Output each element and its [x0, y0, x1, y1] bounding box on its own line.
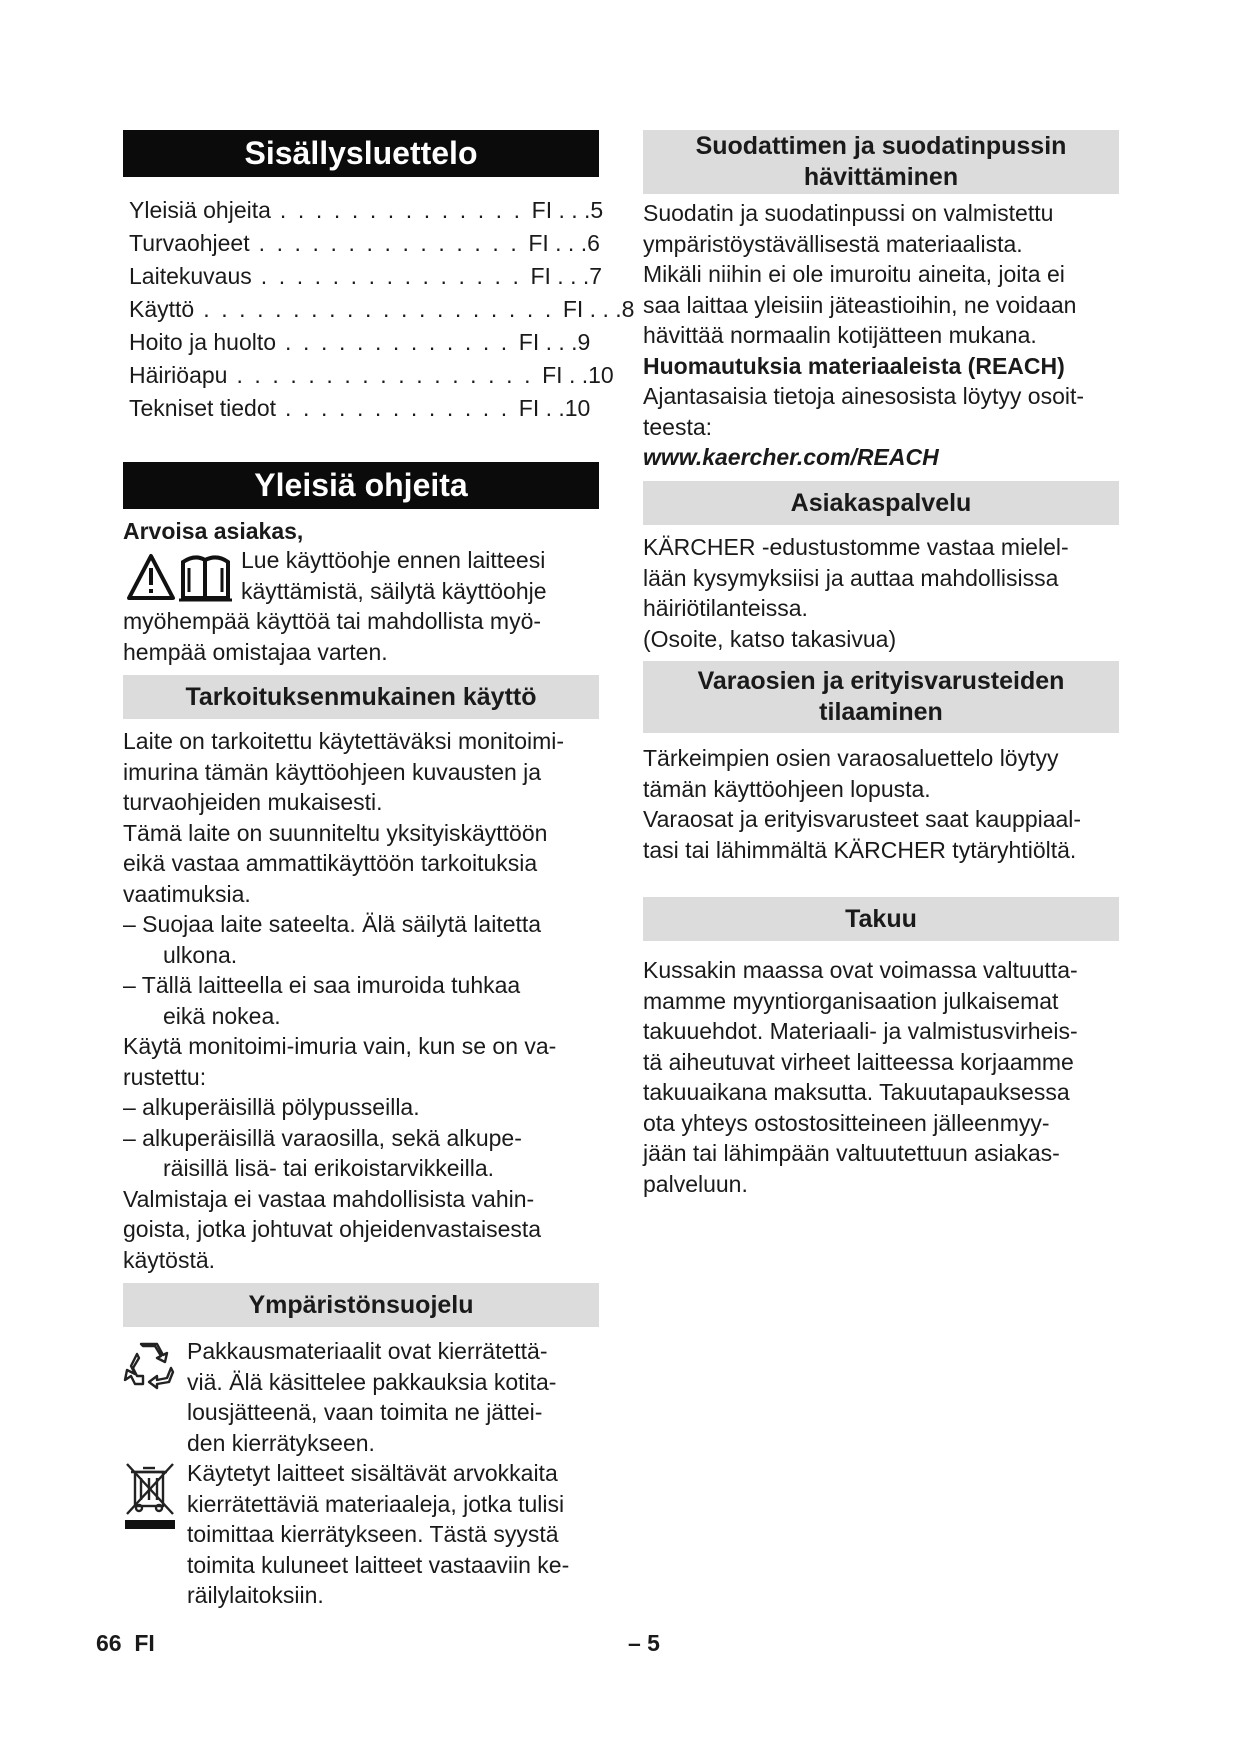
intended-use-line: imurina tämän käyttöohjeen kuvausten ja — [123, 758, 542, 785]
toc-item[interactable] — [129, 326, 599, 359]
text-line: tasi tai lähimmältä KÄRCHER tytäryhtiöltä. — [643, 836, 1077, 863]
intended-use-line: – alkuperäisillä pölypusseilla. — [123, 1094, 420, 1120]
intended-use-line: rustettu: — [123, 1063, 207, 1090]
intended-use-line: goista, jotka johtuvat ohjeidenvastaisesta — [123, 1216, 542, 1242]
weee-line: toimittaa kierrätykseen. Tästä syystä — [187, 1521, 559, 1547]
intended-use-line: käytöstä. — [123, 1246, 216, 1273]
intended-use-line: – alkuperäisillä varaosilla, sekä alkupe- — [123, 1124, 522, 1151]
text-line: KÄRCHER -edustustomme vastaa mielel- — [643, 534, 1069, 560]
toc-item-dots: . . . . . . . . . . . . . . . — [249, 230, 529, 256]
toc-item-page: FI . .10 — [542, 362, 614, 388]
toc-item-label: Tekniset tiedot — [129, 395, 277, 421]
table-of-contents — [129, 194, 635, 425]
intro-line: Lue käyttöohje ennen laitteesi — [241, 547, 546, 573]
text-line: takuuehdot. Materiaali- ja valmistusvirheis- — [643, 1018, 1078, 1044]
filter-disposal-title — [643, 130, 1119, 194]
intended-use-line: vaatimuksia. — [123, 880, 251, 907]
toc-item-label: Häiriöapu — [129, 362, 228, 388]
toc-item-label: Turvaohjeet — [129, 230, 250, 256]
intended-use-line: räisillä lisä- tai erikoistarvikkeilla. — [163, 1155, 495, 1181]
intended-use-line: eikä nokea. — [163, 1002, 281, 1029]
weee-line: toimita kuluneet laitteet vastaaviin ke- — [187, 1551, 570, 1578]
page-center-number: – 5 — [628, 1630, 660, 1656]
toc-item-page: FI . . .5 — [531, 197, 604, 223]
toc-item-page: FI . . .9 — [518, 329, 591, 355]
recycling-line: Pakkausmateriaalit ovat kierrätettä- — [187, 1338, 548, 1364]
text-line: (Osoite, katso takasivua) — [643, 625, 897, 652]
intended-use-line: – Suojaa laite sateelta. Älä säilytä laitetta — [123, 911, 542, 937]
title-line: Varaosien ja erityisvarusteiden — [697, 667, 1065, 695]
toc-item-dots: . . . . . . . . . . . . . . . . . — [227, 362, 543, 388]
toc-item[interactable] — [129, 194, 604, 227]
text-line: hävittää normaalin kotijätteen mukana. — [643, 322, 1037, 348]
reach-heading: Huomautuksia materiaaleista (REACH) — [643, 352, 1065, 379]
toc-item[interactable] — [129, 293, 635, 326]
text-line: ota yhteys ostostositteineen jälleenmyy- — [643, 1109, 1050, 1136]
toc-item-dots: . . . . . . . . . . . . . . — [270, 197, 532, 223]
title-line: tilaaminen — [819, 698, 943, 726]
toc-item[interactable] — [129, 359, 614, 392]
title-line: Suodattimen ja suodatinpussin — [695, 132, 1067, 160]
text-line: saa laittaa yleisiin jäteastioihin, ne voidaan — [643, 291, 1077, 318]
toc-item-page: FI . . .6 — [528, 230, 600, 256]
text-line: palveluun. — [643, 1170, 748, 1197]
intro-line: käyttämistä, säilytä käyttöohje — [241, 577, 547, 604]
text-line: lään kysymyksiisi ja auttaa mahdollisissa — [643, 564, 1059, 591]
recycling-line: den kierrätykseen. — [187, 1429, 375, 1456]
text-line: Mikäli niihin ei ole imuroitu aineita, joita ei — [643, 261, 1065, 287]
weee-text — [123, 1458, 599, 1611]
intro-text — [123, 545, 599, 667]
intended-use-line: – Tällä laitteella ei saa imuroida tuhkaa — [123, 972, 521, 998]
warranty-title: Takuu — [643, 897, 1119, 941]
toc-item-dots: . . . . . . . . . . . . . — [276, 329, 519, 355]
recycling-text — [123, 1336, 599, 1458]
intro-line: myöhempää käyttöä tai mahdollista myö- — [123, 608, 542, 634]
toc-item-page: FI . . .8 — [562, 296, 635, 322]
spare-parts-text — [643, 743, 1119, 865]
weee-line: räilylaitoksiin. — [187, 1582, 324, 1608]
general-title: Yleisiä ohjeita — [123, 462, 599, 509]
page-number-value: 66 — [96, 1630, 122, 1656]
customer-service-title: Asiakaspalvelu — [643, 481, 1119, 525]
intended-use-line: Tämä laite on suunniteltu yksityiskäyttöön — [123, 819, 548, 846]
recycling-line: lousjätteenä, vaan toimita ne jättei- — [187, 1399, 543, 1425]
weee-line: kierrätettäviä materiaaleja, jotka tulisi — [187, 1490, 565, 1517]
text-line: jään tai lähimpään valtuutettuun asiakas- — [643, 1140, 1060, 1166]
intended-use-line: Valmistaja ei vastaa mahdollisista vahin- — [123, 1185, 535, 1212]
intended-use-line: Laite on tarkoitettu käytettäväksi monitoimi- — [123, 728, 565, 754]
warranty-text — [643, 955, 1119, 1199]
text-line: Tärkeimpien osien varaosaluettelo löytyy — [643, 745, 1059, 771]
intended-use-text — [123, 726, 599, 1275]
toc-item-page: FI . .10 — [518, 395, 591, 421]
text-line: Kussakin maassa ovat voimassa valtuutta- — [643, 957, 1078, 983]
filter-disposal-text — [643, 198, 1119, 473]
intended-use-line: ulkona. — [163, 941, 238, 968]
text-line: ympäristöystävällisestä materiaalista. — [643, 230, 1023, 257]
text-line: Ajantasaisia tietoja ainesosista löytyy osoit- — [643, 383, 1085, 409]
intended-use-line: turvaohjeiden mukaisesti. — [123, 789, 383, 815]
intended-use-line: Käytä monitoimi-imuria vain, kun se on va- — [123, 1033, 557, 1059]
toc-item[interactable] — [129, 260, 603, 293]
toc-item-label: Hoito ja huolto — [129, 329, 277, 355]
text-line: tä aiheutuvat virheet laitteessa korjaamme — [643, 1048, 1074, 1075]
intended-use-line: eikä vastaa ammattikäyttöön tarkoituksia — [123, 850, 538, 876]
text-line: mamme myyntiorganisaation julkaisemat — [643, 987, 1059, 1014]
toc-item[interactable] — [129, 392, 599, 425]
spare-parts-title — [643, 661, 1119, 733]
recycling-line: viä. Älä käsittelee pakkauksia kotita- — [187, 1368, 557, 1395]
toc-item-dots: . . . . . . . . . . . . . . . . . . . . — [194, 296, 563, 322]
greeting: Arvoisa asiakas, — [123, 518, 304, 544]
title-line: hävittäminen — [803, 163, 959, 191]
text-line: Varaosat ja erityisvarusteet saat kauppiaal- — [643, 806, 1082, 832]
toc-item-dots: . . . . . . . . . . . . . — [276, 395, 519, 421]
toc-item-page: FI . . .7 — [530, 263, 603, 289]
text-line: häiriötilanteissa. — [643, 595, 808, 621]
intended-use-title: Tarkoituksenmukainen käyttö — [123, 675, 599, 719]
text-line: takuuaikana maksutta. Takuutapauksessa — [643, 1079, 1070, 1105]
text-line: tämän käyttöohjeen lopusta. — [643, 775, 931, 802]
page-number — [96, 1630, 155, 1657]
toc-item-label: Käyttö — [129, 296, 195, 322]
toc-title: Sisällysluettelo — [123, 130, 599, 177]
customer-service-text — [643, 532, 1119, 654]
toc-item-label: Laitekuvaus — [129, 263, 252, 289]
intro-line: hempää omistajaa varten. — [123, 638, 388, 665]
text-line: Suodatin ja suodatinpussi on valmistettu — [643, 200, 1054, 226]
toc-item-dots: . . . . . . . . . . . . . . . — [251, 263, 531, 289]
environment-title: Ympäristönsuojelu — [123, 1283, 599, 1327]
toc-item-label: Yleisiä ohjeita — [129, 197, 271, 223]
page-lang: FI — [134, 1630, 155, 1656]
weee-line: Käytetyt laitteet sisältävät arvokkaita — [187, 1460, 558, 1486]
reach-url-link[interactable]: www.kaercher.com/REACH — [643, 444, 939, 470]
text-line: teesta: — [643, 413, 713, 440]
toc-item[interactable] — [129, 227, 599, 260]
